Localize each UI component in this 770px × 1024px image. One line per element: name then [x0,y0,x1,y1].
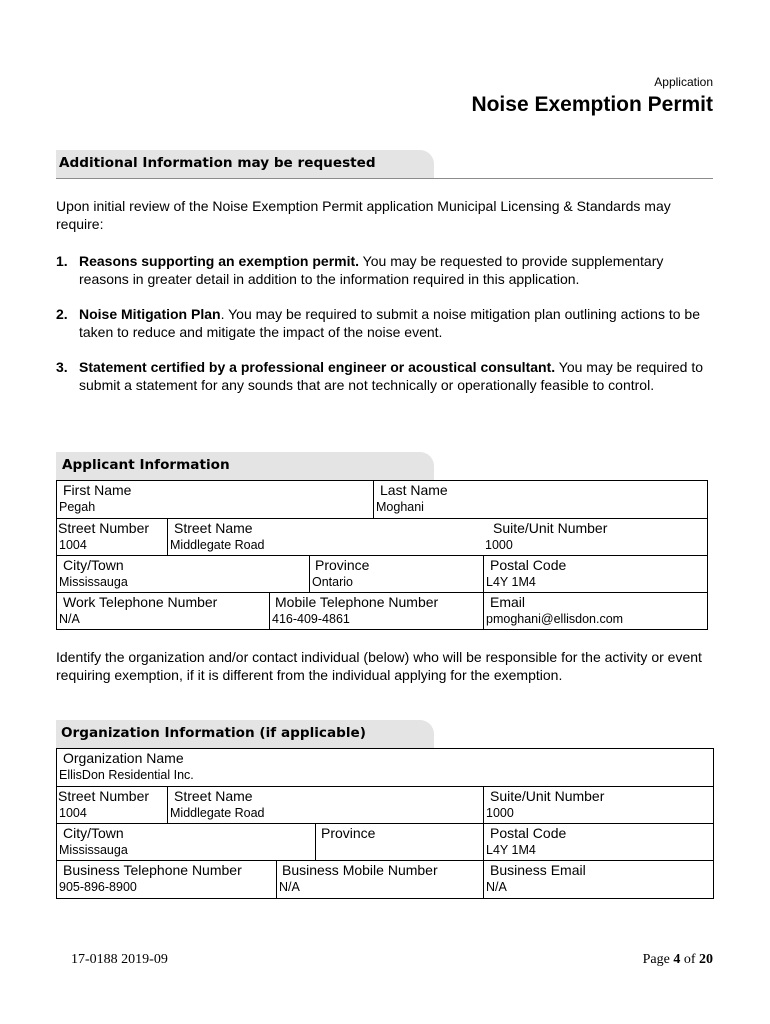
postal-code-field[interactable]: Postal Code L4Y 1M4 [483,556,708,593]
last-name-field[interactable]: Last Name Moghani [373,481,708,518]
table-row [57,592,707,630]
list-number: 2. [56,306,68,322]
table-row [57,786,713,824]
table-row [57,823,713,861]
list-item-text: You may be requested to provide supplementary reasons in greater detail in addition to the information required in this application. [79,253,664,287]
mobile-phone-field[interactable]: Mobile Telephone Number 416-409-4861 [269,593,484,630]
org-street-number-field[interactable]: Street Number 1004 [58,788,150,820]
org-postal-code-field[interactable]: Postal Code L4Y 1M4 [483,824,714,861]
org-city-field[interactable]: City/Town Mississauga [59,825,128,857]
list-item-text: You may be required to submit a statement for any sounds that are not technically or operationally feasible to control. [79,359,704,393]
street-name-field[interactable]: Street Name Middlegate Road [167,519,484,556]
list-number: 1. [56,253,68,269]
city-field[interactable]: City/Town Mississauga [59,557,128,589]
email-field[interactable]: Email pmoghani@ellisdon.com [483,593,708,630]
table-row [57,749,713,786]
section-title: Applicant Information [62,457,230,473]
list-item-bold: Reasons supporting an exemption permit. [79,253,360,269]
section-header-applicant [56,452,713,480]
list-item-text: . You may be required to submit a noise mitigation plan outlining actions to be taken to reduce and mitigate the impact of the noise event. [79,306,700,340]
suite-field[interactable]: Suite/Unit Number 1000 [485,520,608,552]
identify-paragraph: Identify the organization and/or contact individual (below) who will be responsible for the activity or event requiring exemption, if it is different from the individual applying for the exemption. [56,649,702,683]
business-phone-field[interactable]: Business Telephone Number 905-896-8900 [59,862,242,894]
list-item-bold: Statement certified by a professional engineer or acoustical consultant. [79,359,556,375]
table-row [57,518,707,556]
page-title: Noise Exemption Permit [471,93,713,116]
table-row [57,481,707,518]
organization-name-field[interactable]: Organization Name EllisDon Residential Inc. [59,750,194,782]
street-number-field[interactable]: Street Number 1004 [58,520,150,552]
org-province-field[interactable]: Province [315,824,484,861]
organization-table [56,748,714,899]
section-header-organization [56,720,713,748]
header-label: Application [654,75,713,89]
work-phone-field[interactable]: Work Telephone Number N/A [59,594,218,626]
list-item-bold: Noise Mitigation Plan [79,306,221,322]
page-number: Page 4 of 20 [642,952,713,967]
table-row [57,555,707,593]
org-street-name-field[interactable]: Street Name Middlegate Road [167,787,484,824]
list-number: 3. [56,359,68,375]
form-code: 17-0188 2019-09 [71,952,168,967]
province-field[interactable]: Province Ontario [309,556,484,593]
section-header-additional [56,150,713,179]
org-suite-field[interactable]: Suite/Unit Number 1000 [483,787,714,824]
table-row [57,860,713,898]
applicant-table [56,480,708,630]
section-title: Additional Information may be requested [59,155,376,171]
business-mobile-field[interactable]: Business Mobile Number N/A [276,861,484,898]
intro-paragraph: Upon initial review of the Noise Exemption Permit application Municipal Licensing & Standards may require: [56,198,671,232]
first-name-field[interactable]: First Name Pegah [59,482,132,514]
business-email-field[interactable]: Business Email N/A [483,861,714,898]
section-title: Organization Information (if applicable) [61,725,366,741]
